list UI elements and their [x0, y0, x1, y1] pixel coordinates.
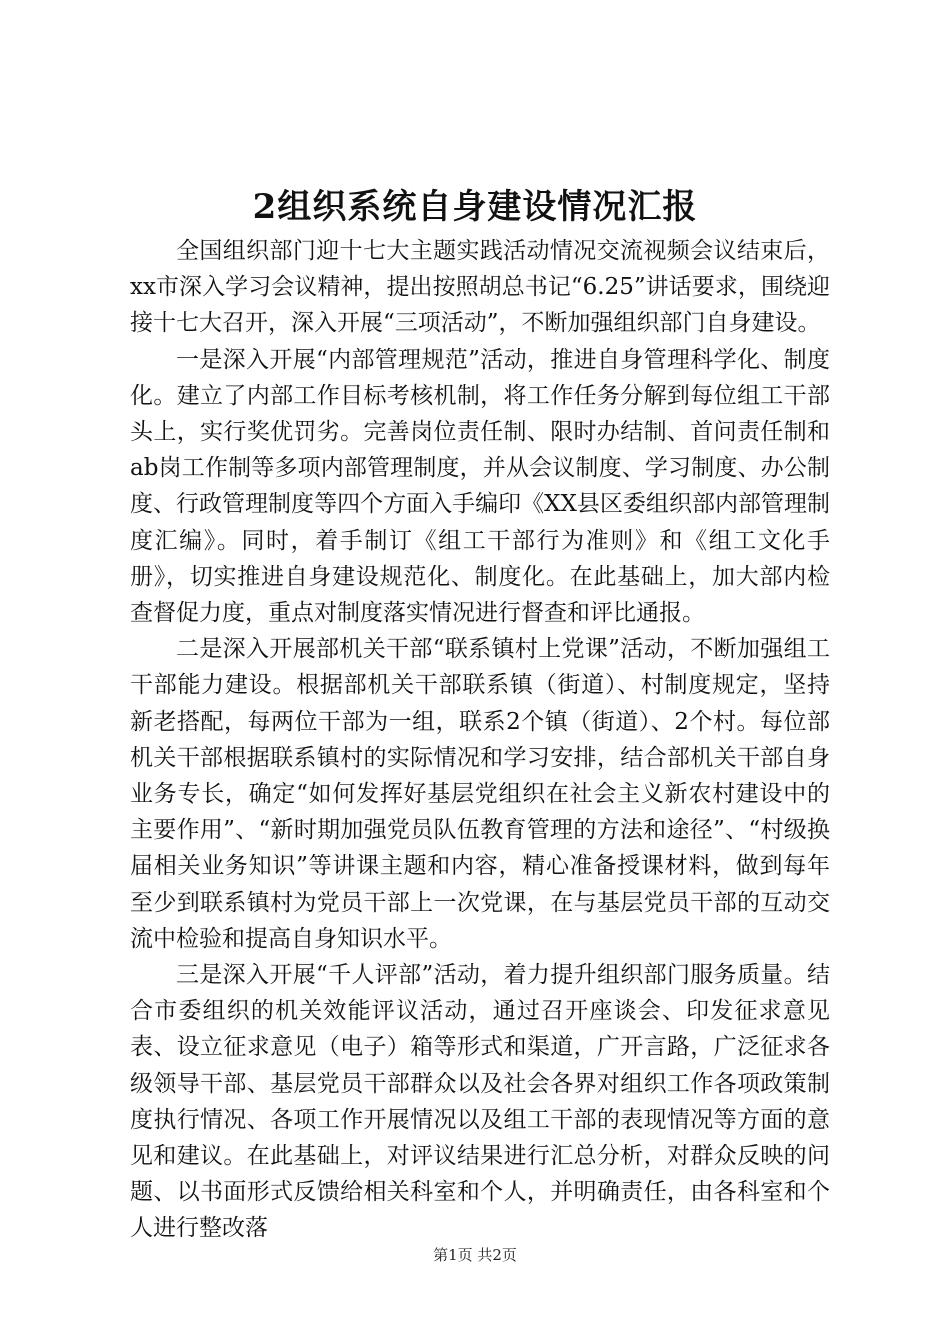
paragraph-internal-management: 一是深入开展“内部管理规范”活动，推进自身管理科学化、制度化。建立了内部工作目标考核机制，将工作任务分解到每位组工干部头上，实行奖优罚劣。完善岗位责任制、限时办结制、首问责任制和ab岗工作制等多项内部管理制度，并从会议制度、学习制度、办公制度、行政管理制度等四个方面入手编印《XX县区委组织部内部管理制度汇编》。同时，着手制订《组工干部行为准则》和《组工文化手册》，切实推进自身建设规范化、制度化。在此基础上，加大部内检查督促力度，重点对制度落实情况进行督查和评比通报。 [130, 346, 830, 627]
paragraph-intro: 全国组织部门迎十七大主题实践活动情况交流视频会议结束后，xx市深入学习会议精神，提出按照胡总书记“6.25”讲话要求，围绕迎接十七大召开，深入开展“三项活动”，不断加强组织部门自身建设。 [130, 238, 830, 337]
page-number-footer: 第1页 共2页 [433, 1246, 517, 1264]
document-title: 2组织系统自身建设情况汇报 [252, 187, 698, 227]
paragraph-party-lessons: 二是深入开展部机关干部“联系镇村上党课”活动，不断加强组工干部能力建设。根据部机关干部联系镇（街道）、村制度规定，坚持新老搭配，每两位干部为一组，联系2个镇（街道）、2个村。每位部机关干部根据联系镇村的实际情况和学习安排，结合部机关干部自身业务专长，确定“如何发挥好基层党组织在社会主义新农村建设中的主要作用”、“新时期加强党员队伍教育管理的方法和途径”、“村级换届相关业务知识”等讲课主题和内容，精心准备授课材料，做到每年至少到联系镇村为党员干部上一次党课，在与基层党员干部的互动交流中检验和提高自身知识水平。 [130, 636, 830, 952]
document-body [130, 233, 830, 1247]
paragraph-public-evaluation: 三是深入开展“千人评部”活动，着力提升组织部门服务质量。结合市委组织的机关效能评议活动，通过召开座谈会、印发征求意见表、设立征求意见（电子）箱等形式和渠道，广开言路，广泛征求各级领导干部、基层党员干部群众以及社会各界对组织工作各项政策制度执行情况、各项工作开展情况以及组工干部的表现情况等方面的意见和建议。在此基础上，对评议结果进行汇总分析，对群众反映的问题、以书面形式反馈给相关科室和个人，并明确责任，由各科室和个人进行整改落 [130, 962, 830, 1242]
